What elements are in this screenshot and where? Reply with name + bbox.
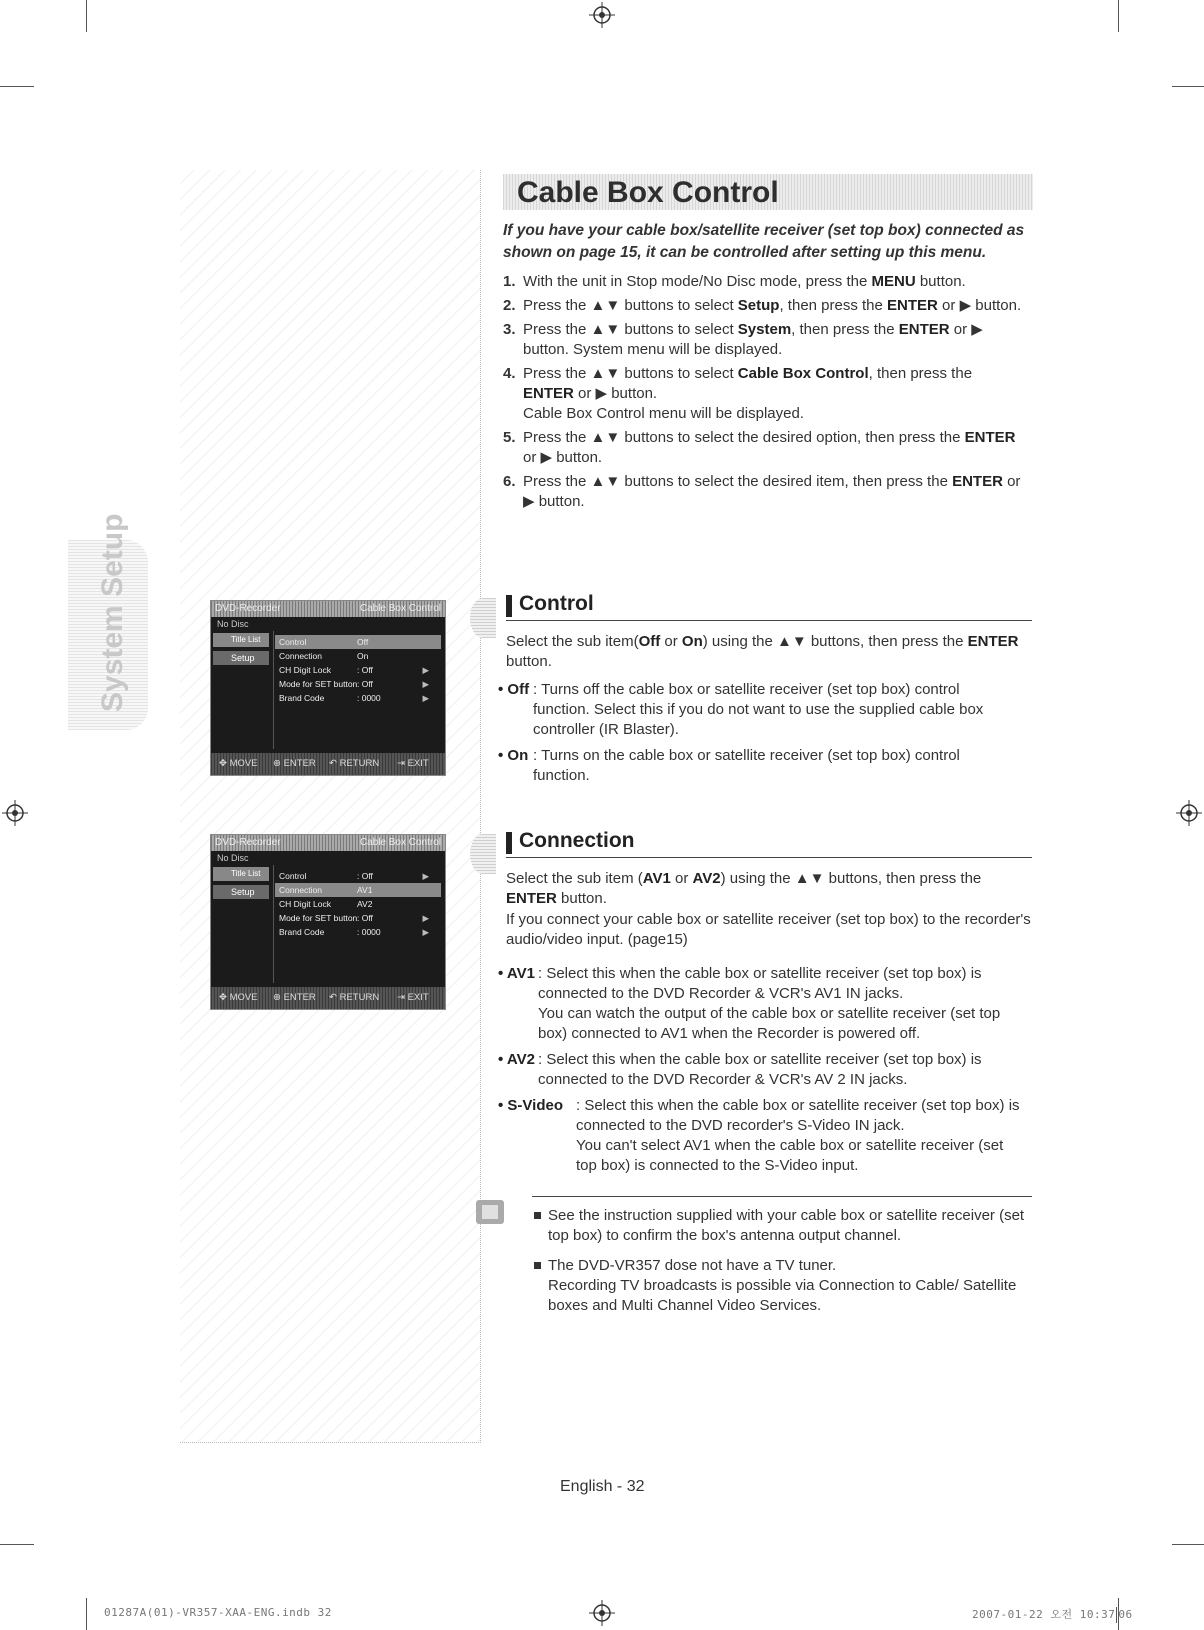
osd-sidebar — [211, 631, 274, 749]
osd-footer-hint: ⊕ ENTER — [273, 758, 316, 769]
osd-row: Brand Code : 0000 ▶ — [279, 693, 429, 703]
osd-menu-title-list: Title List — [213, 633, 269, 647]
connection-description-2: If you connect your cable box or satellite receiver (set top box) to the recorder's audio/video input. (page15) — [506, 911, 1031, 948]
note-item: The DVD-VR357 dose not have a TV tuner. Recording TV broadcasts is possible via Connection to Cable/ Satellite boxes and Multi Channel Video Services. — [548, 1256, 1036, 1316]
osd-screen-control — [210, 600, 446, 776]
note-divider — [532, 1196, 1032, 1197]
connection-av1-item: • AV1 : Select this when the cable box or satellite receiver (set top box) is connected to the DVD Recorder & VCR's AV1 IN jacks. You can watch the output of the cable box or satellite receiver (set top box) connected to AV1 when the Recorder is powered off. — [498, 965, 1001, 1042]
step-number: 5. — [503, 429, 516, 446]
crop-mark — [1172, 86, 1204, 87]
page-title: Cable Box Control — [503, 174, 1033, 210]
osd-menu-setup: Setup — [213, 885, 269, 899]
step-item: 5. Press the ▲▼ buttons to select the desired option, then press the ENTER or ▶ button. — [503, 429, 1016, 466]
step-number: 2. — [503, 297, 516, 314]
step-extra: Cable Box Control menu will be displayed. — [523, 405, 804, 422]
osd-rows — [275, 869, 441, 939]
osd-row: CH Digit Lock AV2 — [279, 899, 373, 909]
osd-row: Brand Code : 0000 ▶ — [279, 927, 429, 937]
osd-footer-hint: ↶ RETURN — [329, 758, 380, 769]
osd-row: Control Off — [275, 635, 441, 649]
osd-row: Control : Off ▶ — [279, 871, 429, 881]
osd-header: DVD-Recorder Cable Box Control — [211, 601, 445, 617]
osd-row: Connection On — [279, 651, 369, 661]
section-heading-control: Control — [506, 592, 1032, 621]
registration-mark-icon — [589, 2, 615, 28]
note-item: See the instruction supplied with your cable box or satellite receiver (set top box) to confirm the box's antenna output channel. — [548, 1206, 1036, 1246]
osd-footer-hint: ⇥ EXIT — [397, 992, 429, 1003]
crop-mark — [1172, 1544, 1204, 1545]
step-item: 6. Press the ▲▼ buttons to select the desired item, then press the ENTER or ▶ button. — [503, 473, 1021, 510]
osd-row: Connection AV1 — [275, 883, 441, 897]
osd-header: DVD-Recorder Cable Box Control — [211, 835, 445, 851]
crop-mark — [0, 1544, 34, 1545]
osd-rows — [275, 635, 441, 705]
crop-mark — [86, 0, 87, 32]
intro-text: If you have your cable box/satellite receiver (set top box) connected as shown on page 15, it can be controlled after setting up this menu. — [503, 222, 1025, 261]
registration-mark-icon — [1176, 800, 1202, 826]
note-icon — [476, 1200, 504, 1224]
page-number: English - 32 — [560, 1478, 645, 1495]
left-column-panel — [180, 170, 481, 1443]
osd-menu-setup: Setup — [213, 651, 269, 665]
step-item: 2. Press the ▲▼ buttons to select Setup, then press the ENTER or ▶ button. — [503, 297, 1022, 314]
connection-av2-item: • AV2 : Select this when the cable box or satellite receiver (set top box) is connected to the DVD Recorder & VCR's AV 2 IN jacks. — [498, 1051, 982, 1088]
step-number: 1. — [503, 273, 516, 290]
osd-row: Mode for SET button : Off ▶ — [279, 679, 429, 689]
control-on-item: • On : Turns on the cable box or satellite receiver (set top box) control function. — [498, 747, 960, 784]
section-tab-icon — [470, 834, 496, 874]
osd-menu-title-list: Title List — [213, 867, 269, 881]
osd-disc-status: No Disc — [217, 853, 249, 863]
crop-mark — [0, 86, 34, 87]
osd-sidebar — [211, 865, 274, 983]
step-item: 3. Press the ▲▼ buttons to select System, then press the ENTER or ▶ button. System menu will be displayed. — [503, 321, 983, 358]
osd-row: Mode for SET button : Off ▶ — [279, 913, 429, 923]
print-slug-left: 01287A(01)-VR357-XAA-ENG.indb 32 — [104, 1606, 332, 1619]
crop-mark — [1118, 0, 1119, 32]
step-number: 6. — [503, 473, 516, 490]
osd-screen-connection — [210, 834, 446, 1010]
control-description: Select the sub item(Off or On) using the ▲▼ buttons, then press the ENTER button. — [506, 633, 1019, 670]
control-off-item: • Off : Turns off the cable box or satellite receiver (set top box) control function. Select this if you do not want to use the supplied cable box controller (IR Blaster). — [498, 681, 984, 738]
connection-svideo-item: • S-Video : Select this when the cable box or satellite receiver (set top box) is connected to the DVD recorder's S-Video IN jack. You can't select AV1 when the cable box or satellite receiver (set top box) is connected to the S-Video input. — [498, 1097, 1020, 1174]
osd-footer-hint: ↶ RETURN — [329, 992, 380, 1003]
registration-mark-icon — [2, 800, 28, 826]
section-tab-icon — [470, 598, 496, 638]
connection-description: Select the sub item (AV1 or AV2) using the ▲▼ buttons, then press the ENTER button. — [506, 870, 982, 907]
osd-footer-hint: ⊕ ENTER — [273, 992, 316, 1003]
osd-footer-hint: ⇥ EXIT — [397, 758, 429, 769]
osd-footer — [211, 753, 445, 775]
step-item: 1. With the unit in Stop mode/No Disc mode, press the MENU button. — [503, 273, 966, 290]
step-number: 3. — [503, 321, 516, 338]
step-item: 4. Press the ▲▼ buttons to select Cable Box Control, then press the ENTER or ▶ button. Cable Box Control menu will be displayed. — [503, 364, 1023, 424]
osd-footer-hint: ✥ MOVE — [219, 992, 258, 1003]
crop-mark — [86, 1598, 87, 1630]
osd-footer-hint: ✥ MOVE — [219, 758, 258, 769]
osd-footer — [211, 987, 445, 1009]
step-number: 4. — [503, 365, 516, 382]
print-slug-right: 2007-01-22 오전 10:37 06 — [972, 1608, 1133, 1621]
registration-mark-icon — [589, 1600, 615, 1626]
osd-row: CH Digit Lock : Off ▶ — [279, 665, 429, 675]
steps-list — [503, 272, 1023, 516]
osd-disc-status: No Disc — [217, 619, 249, 629]
chapter-side-tab: System Setup — [68, 540, 148, 730]
section-heading-connection: Connection — [506, 829, 1032, 858]
